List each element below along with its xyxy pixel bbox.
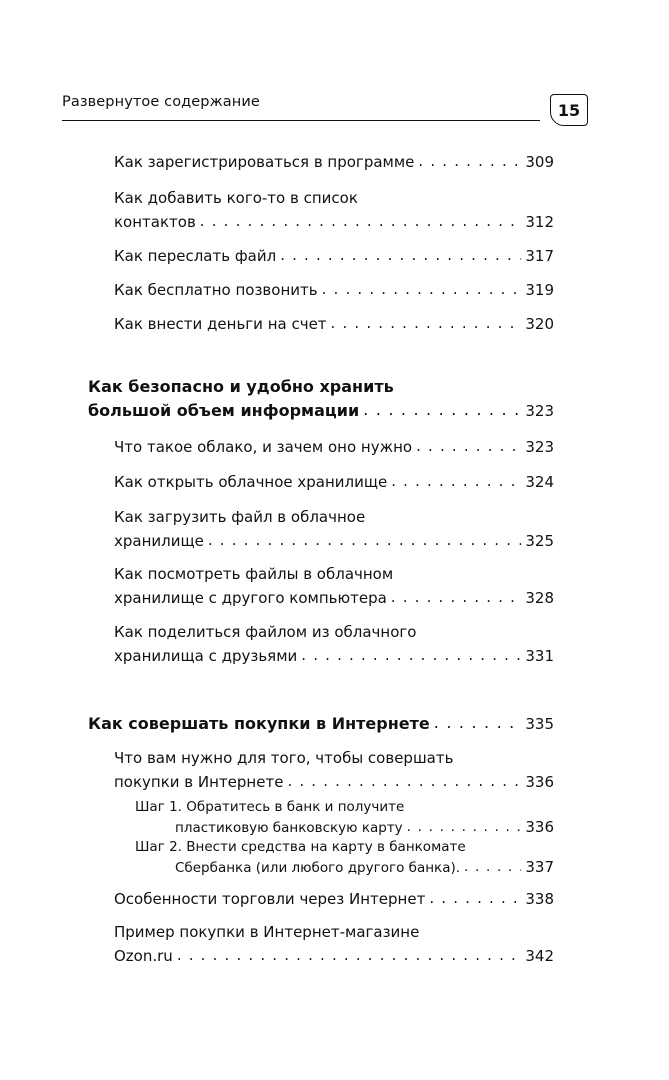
toc-entry-page: 331: [525, 647, 554, 665]
toc-entry-title-cont: контактов: [114, 213, 196, 231]
toc-entry: [114, 278, 554, 302]
toc-entry-title-cont: покупки в Интернете: [114, 773, 284, 791]
toc-entry-title: Особенности торговли через Интернет: [114, 890, 426, 908]
leader-dots: [418, 149, 521, 173]
leader-dots: [208, 528, 522, 552]
toc-entry: [114, 186, 554, 234]
toc-entry-page: 319: [525, 281, 554, 299]
toc-subentry: [135, 797, 554, 838]
toc-entry-page: 312: [525, 213, 554, 231]
toc-subentry-title: Шаг 2. Внести средства на карту в банкомате: [135, 839, 466, 855]
toc-entry-title: Как переслать файл: [114, 247, 277, 265]
toc-subentry: [135, 837, 554, 878]
toc-entry-title: Как поделиться файлом из облачного: [114, 623, 417, 641]
running-header: [62, 94, 588, 124]
toc-entry: [114, 312, 554, 336]
toc-section-title: Как совершать покупки в Интернете: [88, 714, 430, 733]
toc-entry: [114, 920, 554, 968]
page-number-box: [550, 94, 588, 126]
toc-subentry-title-cont: пластиковую банковскую карту: [175, 820, 403, 836]
toc-entry-title-cont: хранилище с другого компьютера: [114, 589, 387, 607]
toc-entry: [114, 505, 554, 553]
toc-entry: [114, 470, 554, 494]
toc-entry: [114, 244, 554, 268]
toc-entry-page: 338: [525, 890, 554, 908]
toc-entry-title: Пример покупки в Интернет-магазине: [114, 923, 420, 941]
toc-entry-page: 324: [525, 473, 554, 491]
header-rule: [62, 120, 540, 121]
toc-section-page: 335: [525, 715, 554, 733]
toc-entry: [114, 746, 554, 794]
toc-section-title: Как безопасно и удобно хранить: [88, 377, 394, 396]
toc-entry-page: 336: [525, 773, 554, 791]
toc-entry-title: Как загрузить файл в облачное: [114, 508, 366, 526]
toc-entry-title: Как добавить кого-то в список: [114, 189, 358, 207]
leader-dots: [407, 817, 522, 837]
leader-dots: [301, 643, 521, 667]
toc-entry: [114, 435, 554, 459]
leader-dots: [200, 209, 522, 233]
leader-dots: [177, 943, 522, 967]
toc-entry-page: 325: [525, 532, 554, 550]
toc-entry-page: 328: [525, 589, 554, 607]
toc-entry-title-cont: Ozon.ru: [114, 947, 173, 965]
toc-entry-page: 323: [525, 438, 554, 456]
leader-dots: [434, 711, 522, 735]
leader-dots: [287, 769, 521, 793]
leader-dots: [391, 585, 522, 609]
toc-entry-title: Как зарегистрироваться в программе: [114, 153, 415, 171]
leader-dots: [280, 243, 521, 267]
toc-entry: [114, 150, 554, 174]
toc-entry-page: 309: [525, 153, 554, 171]
toc-subentry-title-cont: Сбербанка (или любого другого банка).: [175, 860, 461, 876]
toc-section: [88, 712, 554, 736]
toc-entry: [114, 887, 554, 911]
toc-entry: [114, 620, 554, 668]
leader-dots: [363, 398, 521, 422]
leader-dots: [429, 886, 521, 910]
toc-entry-page: 317: [525, 247, 554, 265]
toc-entry-title-cont: хранилище: [114, 532, 204, 550]
leader-dots: [416, 434, 521, 458]
leader-dots: [331, 311, 522, 335]
toc-entry-page: 342: [525, 947, 554, 965]
header-title: Развернутое содержание: [62, 94, 260, 110]
toc-subentry-title: Шаг 1. Обратитесь в банк и получите: [135, 799, 405, 815]
toc-entry: [114, 562, 554, 610]
toc-section-title-cont: большой объем информации: [88, 401, 360, 420]
toc-entry-title: Как внести деньги на счет: [114, 315, 327, 333]
toc-subentry-page: 337: [525, 858, 554, 876]
toc-entry-title: Как посмотреть файлы в облачном: [114, 565, 394, 583]
toc-entry-title: Как бесплатно позвонить: [114, 281, 318, 299]
toc-entry-title: Как открыть облачное хранилище: [114, 473, 388, 491]
leader-dots: [391, 469, 521, 493]
toc-entry-title: Что вам нужно для того, чтобы совершать: [114, 749, 454, 767]
toc-entry-title-cont: хранилища с друзьями: [114, 647, 298, 665]
toc-subentry-page: 336: [525, 818, 554, 836]
page-number: 15: [557, 100, 581, 120]
toc-entry-title: Что такое облако, и зачем оно нужно: [114, 438, 413, 456]
leader-dots: [322, 277, 522, 301]
toc-section-page: 323: [525, 402, 554, 420]
leader-dots: [464, 857, 521, 877]
toc-entry-page: 320: [525, 315, 554, 333]
toc-section: [88, 375, 554, 423]
